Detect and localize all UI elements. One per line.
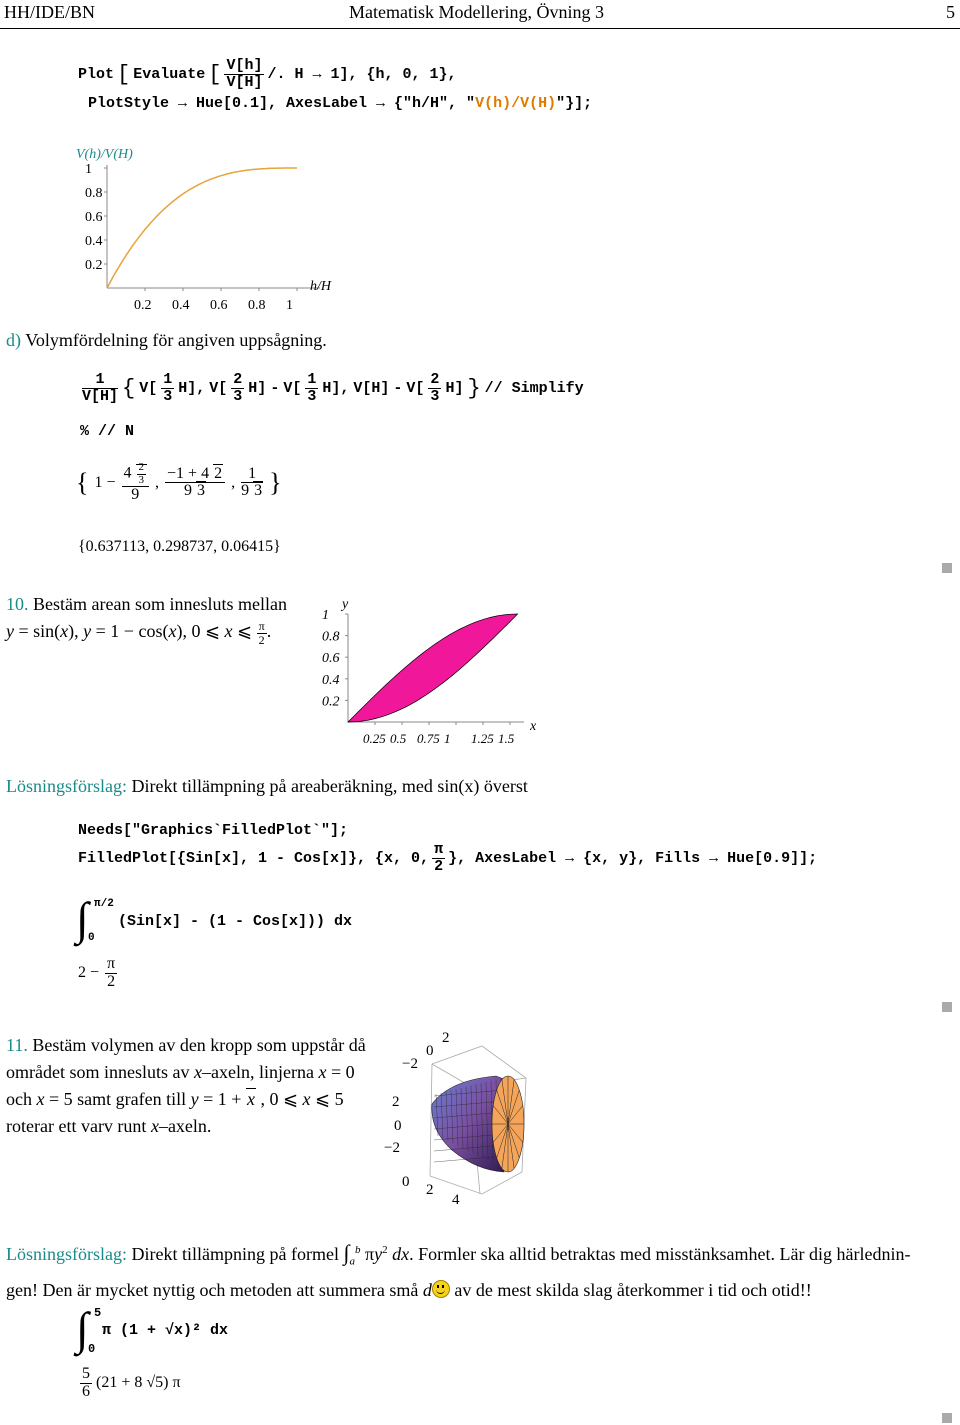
plot2-ytick-label: 0.2 xyxy=(322,694,340,710)
top-tick-0: 0 xyxy=(426,1043,434,1059)
d-code-n: % // N xyxy=(80,423,135,440)
smiley-icon xyxy=(432,1280,450,1298)
plot1-xtick-label: 0.6 xyxy=(210,298,228,310)
top-tick-minus2: −2 xyxy=(402,1056,418,1072)
header-title: Matematisk Modellering, Övning 3 xyxy=(349,2,604,22)
plot1-ylabel: V(h)/V(H) xyxy=(76,147,133,162)
q10-text: 10. Bestäm arean som innesluts mellan xyxy=(6,594,287,614)
d-code: $\frac{1}{V[H]}$ { V[ $\frac{1}{3}$ H], V[ $\frac{2}{3}$ H] - V[ $\frac{1}{3}$ H], V[H] - V[ $\frac{2}{3}$ H] } // Simplify xyxy=(82,371,584,405)
q10-solution: Lösningsförslag: Direkt tillämpning på areaberäkning, med sin(x) överst xyxy=(6,776,528,796)
plot1-xlabel: h/H xyxy=(310,279,331,294)
plot1-curve xyxy=(107,168,297,288)
header-rule xyxy=(0,28,960,29)
bottom-tick-4: 4 xyxy=(452,1192,460,1208)
plot1-code: Plot [ Evaluate [ $\frac{V[h]}{V[H]}$ /. H → 1], {h, 0, 1}, PlotStyle → Hue[0.1], AxesLabel → {"h/H", "V(h)/V(H)"}]; xyxy=(78,57,593,112)
q10-integral: ∫ π/2 0 (Sin[x] - (1 - Cos[x])) dx xyxy=(76,893,353,944)
plot1-ytick-label: 0.2 xyxy=(85,258,103,273)
q10-formula: y = sin(x), y = 1 − cos(x), 0 ⩽ x ⩽ $\frac{\pi}{2}$ . xyxy=(6,619,272,647)
left-tick-2: 2 xyxy=(392,1094,400,1110)
plot2-xtick-label: 0.75 xyxy=(417,731,440,746)
plot2-xtick-label: 1.5 xyxy=(498,731,515,746)
q10-code-filledplot: FilledPlot[{Sin[x], 1 - Cos[x]}, {x, 0, $\frac{\pi}{2}$ }, AxesLabel → {x, y}, Fills → Hue[0.9]]; xyxy=(78,841,818,875)
q11-solution: Lösningsförslag: Direkt tillämpning på formel $\int_a^b$ $\pi y^2$ dx. Formler ska alltid betraktas med misstänksamhet. Lär dig härlednin- gen! Den är mycket nyttig och metoden att summera små d av de mest skilda slag återkommer i tid och otid!! xyxy=(6,1240,911,1300)
plot2-xlabel: x xyxy=(530,719,537,734)
area-plot xyxy=(318,592,548,752)
bottom-tick-2: 2 xyxy=(426,1182,434,1198)
cell-marker xyxy=(942,1413,952,1423)
q11-result: $\frac{5}{6}$ (21 + 8 √5) π xyxy=(82,1365,181,1400)
header-left: HH/IDE/BN xyxy=(4,2,95,22)
plot2-ytick-label: 0.8 xyxy=(322,629,340,645)
plot1-xtick-label: 0.2 xyxy=(134,298,152,310)
plot2-xtick-label: 1 xyxy=(444,731,451,746)
d-numeric-result: {0.637113, 0.298737, 0.06415} xyxy=(78,538,281,555)
left-tick-minus2: −2 xyxy=(384,1140,400,1156)
cell-marker xyxy=(942,1002,952,1012)
q10-code-needs: Needs["Graphics`FilledPlot`"]; xyxy=(78,822,349,839)
plot1-ytick-label: 0.8 xyxy=(85,186,103,201)
page-number: 5 xyxy=(946,2,955,22)
plot1-xtick-label: 1 xyxy=(286,298,293,310)
bottom-tick-0: 0 xyxy=(402,1174,410,1190)
plot1-ytick-label: 1 xyxy=(85,162,92,177)
volume-ratio-plot xyxy=(70,140,370,310)
plot1-xtick-label: 0.8 xyxy=(248,298,266,310)
q11-text: 11. Bestäm volymen av den kropp som uppstår då området som innesluts av x–axeln, linjerna x = 0 och x = 5 samt grafen till y = 1 + x , 0 ⩽ x ⩽ 5 roterar ett varv runt x–axeln. xyxy=(6,1035,366,1136)
plot2-xtick-label: 0.5 xyxy=(390,731,407,746)
d-exact-result: { 1 − 4 $\frac{2}{3}$ 9 , $\frac{-1 + 4 2}{9 3}$ , $\frac{1}{9 3}$ } xyxy=(76,461,282,504)
top-tick-2: 2 xyxy=(442,1030,450,1046)
plot1-ytick-label: 0.6 xyxy=(85,210,103,225)
part-d: d) Volymfördelning för angiven uppsågning. xyxy=(6,330,327,350)
plot2-xtick-label: 0.25 xyxy=(363,731,386,746)
plot1-ytick-label: 0.4 xyxy=(85,234,103,249)
plot2-ytick-label: 0.6 xyxy=(322,651,340,667)
plot2-ylabel: y xyxy=(342,597,349,612)
plot2-ytick-label: 0.4 xyxy=(322,672,340,688)
plot2-xtick-label: 1.25 xyxy=(471,731,494,746)
q10-result: 2 − $\frac{\pi}{2}$ xyxy=(78,955,116,990)
cell-marker xyxy=(942,563,952,573)
left-tick-0: 0 xyxy=(394,1118,402,1134)
plot2-filled-area xyxy=(348,614,518,722)
solid-of-revolution-3d xyxy=(380,1024,550,1214)
plot2-ytick-label: 1 xyxy=(322,608,329,623)
q11-integral: ∫ 5 0 π (1 + √x)² dx xyxy=(76,1303,229,1356)
plot1-xtick-label: 0.4 xyxy=(172,298,190,310)
